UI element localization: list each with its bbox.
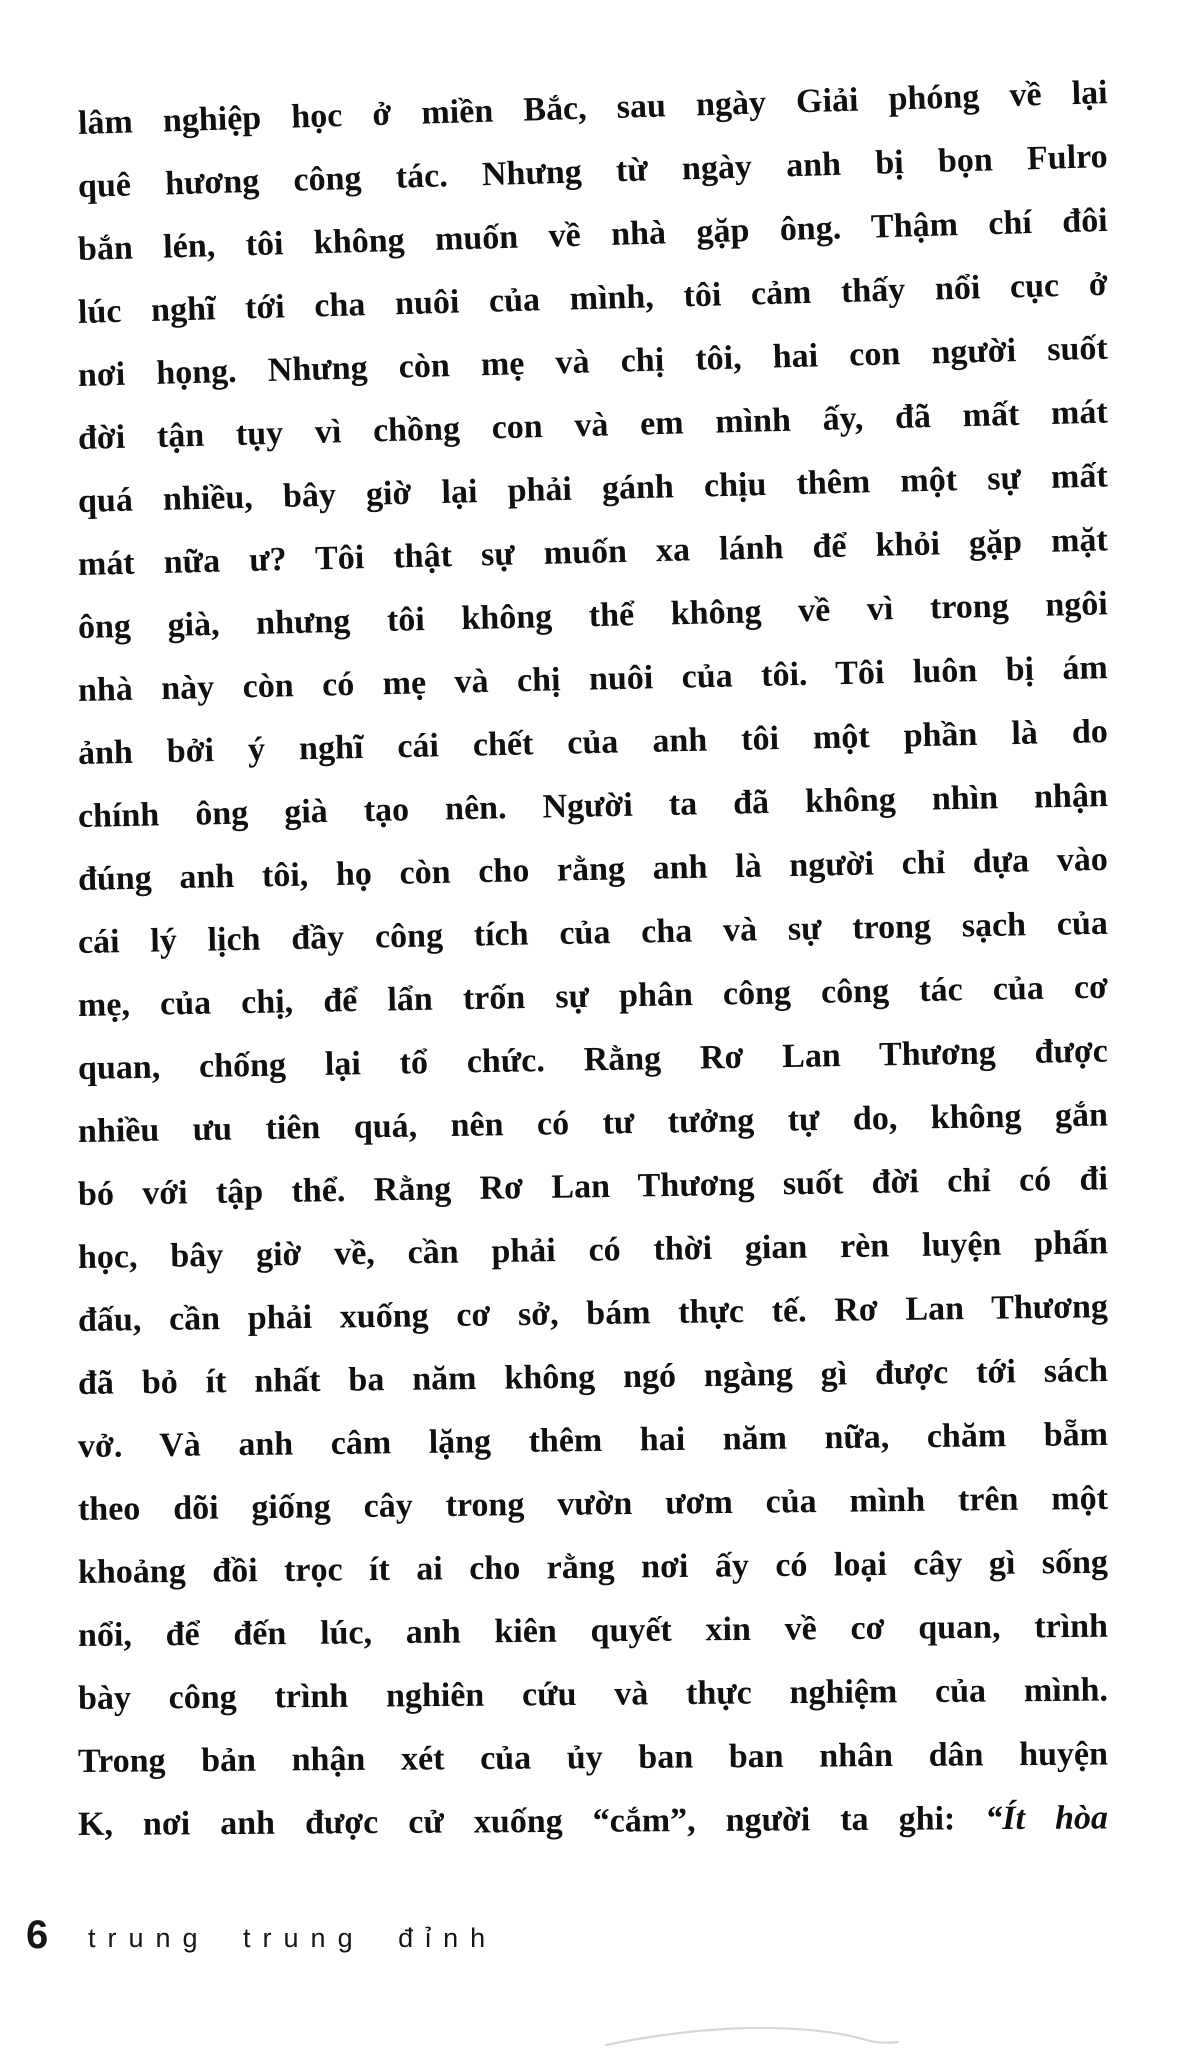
text-line: học, bây giờ về, cần phải có thời gian rèn luyện phấn (77, 1224, 1109, 1276)
text-line: mát nữa ư? Tôi thật sự muốn xa lánh để khỏi gặp mặt (77, 521, 1109, 583)
text-line: nhà này còn có mẹ và chị nuôi của tôi. Tôi luôn bị ám (77, 649, 1109, 709)
text-line: đã bỏ ít nhất ba năm không ngó ngàng gì được tới sách (77, 1352, 1109, 1402)
text-line: ảnh bởi ý nghĩ cái chết của anh tôi một phần là do (77, 713, 1109, 772)
text-line: K, nơi anh được cử xuống “cắm”, người ta ghi: “Ít hòa (77, 1799, 1109, 1843)
text-line: chính ông già tạo nên. Người ta đã không nhìn nhận (77, 776, 1109, 835)
text-line: bắn lén, tôi không muốn về nhà gặp ông. Thậm chí đôi (77, 201, 1109, 268)
page-footer (0, 1912, 1184, 1962)
text-line: theo dõi giống cây trong vườn ươm của mình trên một (77, 1479, 1109, 1528)
text-line: quê hương công tác. Nhưng từ ngày anh bị bọn Fulro (77, 137, 1109, 205)
text-line: lâm nghiệp học ở miền Bắc, sau ngày Giải phóng về lại (77, 74, 1109, 142)
text-line: khoảng đồi trọc ít ai cho rằng nơi ấy có loại cây gì sống (77, 1543, 1109, 1591)
page-curl-shadow (598, 2018, 908, 2048)
text-line: cái lý lịch đầy công tích của cha và sự trong sạch của (77, 904, 1109, 961)
text-line: mẹ, của chị, để lẩn trốn sự phân công công tác của cơ (77, 968, 1109, 1024)
text-line: ông già, nhưng tôi không thể không về vì trong ngôi (77, 585, 1109, 646)
body-text (77, 74, 1109, 1856)
text-line: quá nhiều, bây giờ lại phải gánh chịu thêm một sự mất (77, 457, 1109, 520)
text-line: vở. Và anh câm lặng thêm hai năm nữa, chăm bẵm (77, 1415, 1109, 1465)
text-line: bó với tập thể. Rằng Rơ Lan Thương suốt đời chỉ có đi (77, 1160, 1109, 1213)
running-title-author: trung trung đỉnh (88, 1923, 498, 1953)
text-line: lúc nghĩ tới cha nuôi của mình, tôi cảm thấy nổi cục ở (77, 265, 1109, 331)
text-line: nơi họng. Nhưng còn mẹ và chị tôi, hai con người suốt (77, 329, 1109, 394)
text-line: nhiều ưu tiên quá, nên có tư tưởng tự do, không gắn (77, 1096, 1109, 1150)
text-line: đấu, cần phải xuống cơ sở, bám thực tế. Rơ Lan Thương (77, 1288, 1109, 1339)
text-line: nổi, để đến lúc, anh kiên quyết xin về cơ quan, trình (77, 1607, 1109, 1654)
text-line: đời tận tụy vì chồng con và em mình ấy, đã mất mát (77, 393, 1109, 457)
text-line: bày công trình nghiên cứu và thực nghiệm của mình. (77, 1671, 1109, 1717)
page-number: 6 (26, 1913, 49, 1957)
italic-quote-start: “Ít hòa (985, 1799, 1109, 1838)
text-line: quan, chống lại tổ chức. Rằng Rơ Lan Thương được (77, 1032, 1109, 1087)
text-line: đúng anh tôi, họ còn cho rằng anh là người chỉ dựa vào (77, 840, 1109, 898)
text-line: Trong bản nhận xét của ủy ban ban nhân dân huyện (77, 1735, 1109, 1780)
